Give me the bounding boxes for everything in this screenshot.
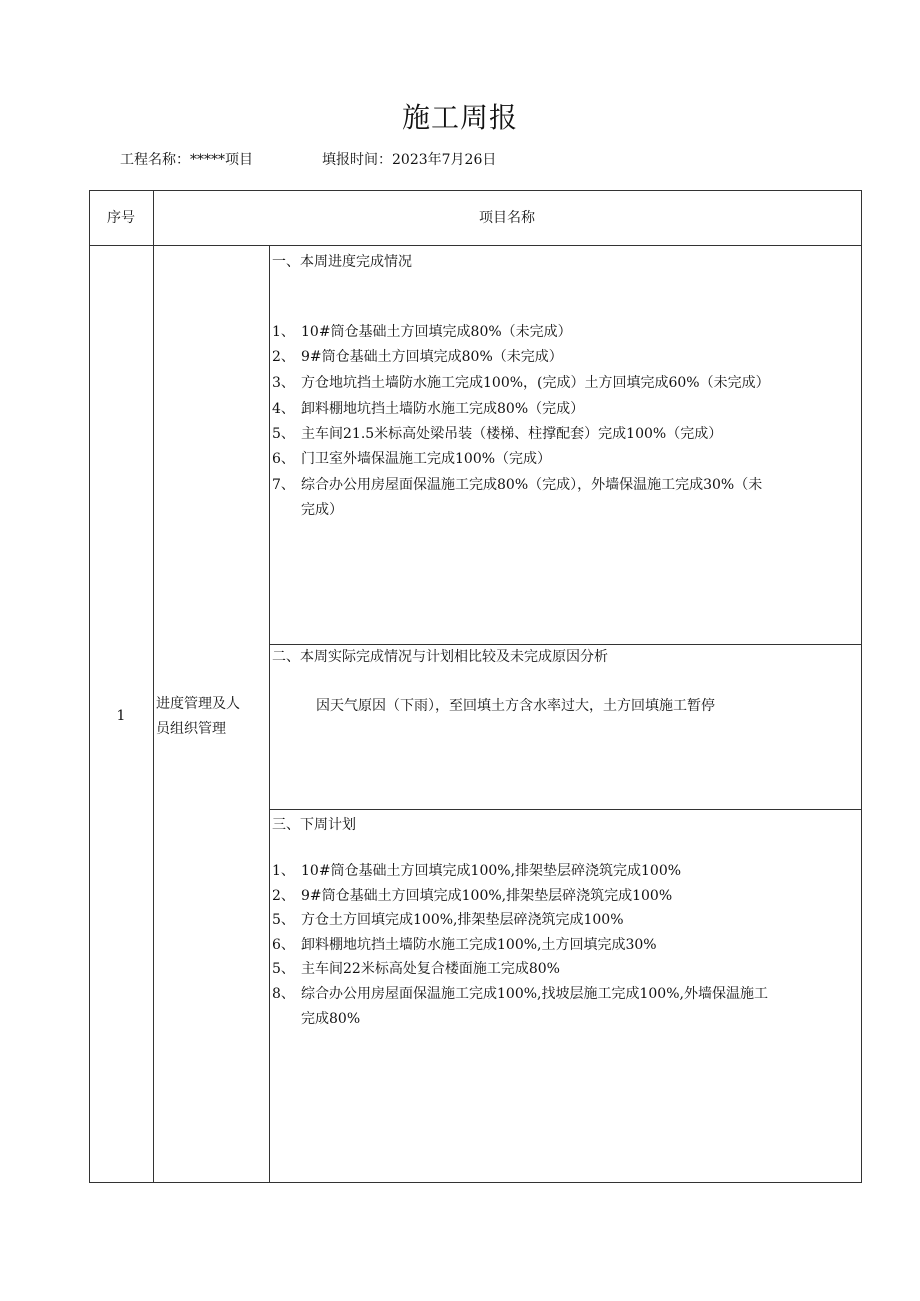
item-text: 10#筒仓基础土方回填完成100%,排架垫层碎浇筑完成100% bbox=[301, 863, 682, 879]
list-item bbox=[272, 859, 681, 884]
item-text: 10#筒仓基础土方回填完成80%（未完成） bbox=[301, 324, 572, 340]
item-number: 6、 bbox=[272, 937, 295, 953]
item-text: 卸料棚地坑挡土墙防水施工完成100%,土方回填完成30% bbox=[301, 937, 657, 953]
item-text: 9#筒仓基础土方回填完成100%,排架垫层碎浇筑完成100% bbox=[301, 888, 673, 904]
item-number: 3、 bbox=[272, 375, 295, 391]
item-text: 主车间22米标高处复合楼面施工完成80% bbox=[301, 961, 560, 977]
list-item bbox=[272, 884, 672, 909]
item-text: 门卫室外墙保温施工完成100%（完成） bbox=[301, 451, 552, 467]
row-category bbox=[156, 692, 268, 742]
list-item-continuation: 完成80% bbox=[301, 1011, 361, 1027]
list-item bbox=[272, 447, 551, 472]
row-seq: 1 bbox=[116, 708, 126, 724]
list-item bbox=[272, 473, 762, 498]
list-item bbox=[272, 320, 572, 345]
table-header-divider bbox=[89, 245, 862, 246]
item-number: 2、 bbox=[272, 888, 295, 904]
list-item bbox=[272, 345, 563, 370]
item-number: 5、 bbox=[272, 912, 295, 928]
header-project-name: 项目名称 bbox=[479, 210, 535, 226]
section-divider-2 bbox=[269, 809, 862, 810]
item-text: 9#筒仓基础土方回填完成80%（未完成） bbox=[301, 349, 563, 365]
category-column-divider bbox=[269, 245, 270, 1183]
item-number: 5、 bbox=[272, 961, 295, 977]
table-border-bottom bbox=[89, 1182, 862, 1183]
table-border-left bbox=[89, 190, 90, 1183]
item-text: 卸料棚地坑挡土墙防水施工完成80%（完成） bbox=[301, 401, 585, 417]
item-number: 1、 bbox=[272, 324, 295, 340]
section-this-week-heading: 一、本周进度完成情况 bbox=[272, 254, 412, 270]
header-seq: 序号 bbox=[107, 210, 135, 226]
report-date-label: 填报时间：2023年7月26日 bbox=[322, 152, 497, 168]
item-number: 5、 bbox=[272, 426, 295, 442]
list-item bbox=[272, 933, 657, 958]
item-number: 6、 bbox=[272, 451, 295, 467]
list-item bbox=[272, 422, 722, 447]
list-item bbox=[272, 397, 584, 422]
item-number: 2、 bbox=[272, 349, 295, 365]
list-item bbox=[272, 957, 560, 982]
item-number: 1、 bbox=[272, 863, 295, 879]
analysis-text: 因天气原因（下雨），至回填土方含水率过大，土方回填施工暂停 bbox=[316, 698, 715, 714]
project-name-label: 工程名称：*****项目 bbox=[120, 152, 253, 168]
item-text: 主车间21.5米标高处梁吊装（楼梯、柱撑配套）完成100%（完成） bbox=[301, 426, 723, 442]
item-number: 8、 bbox=[272, 986, 295, 1002]
row-category-line1: 进度管理及人 bbox=[156, 696, 240, 712]
section-next-week-heading: 三、下周计划 bbox=[272, 817, 356, 833]
item-number: 4、 bbox=[272, 401, 295, 417]
page-title: 施工周报 bbox=[401, 101, 518, 134]
list-item bbox=[272, 982, 768, 1007]
item-text: 综合办公用房屋面保温施工完成80%（完成），外墙保温施工完成30%（未 bbox=[301, 477, 763, 493]
list-item bbox=[272, 371, 770, 396]
seq-column-divider bbox=[153, 190, 154, 1183]
table-border-right bbox=[861, 190, 862, 1183]
item-number: 7、 bbox=[272, 477, 295, 493]
list-item bbox=[272, 908, 624, 933]
list-item-continuation: 完成） bbox=[301, 502, 343, 518]
item-text: 方仓地坑挡土墙防水施工完成100%，(完成）土方回填完成60%（未完成） bbox=[301, 375, 770, 391]
table-border-top bbox=[89, 190, 862, 191]
row-category-line2: 员组织管理 bbox=[156, 721, 226, 737]
item-text: 综合办公用房屋面保温施工完成100%,找坡层施工完成100%,外墙保温施工 bbox=[301, 986, 768, 1002]
section-analysis-heading: 二、本周实际完成情况与计划相比较及未完成原因分析 bbox=[272, 649, 608, 665]
item-text: 方仓土方回填完成100%,排架垫层碎浇筑完成100% bbox=[301, 912, 624, 928]
